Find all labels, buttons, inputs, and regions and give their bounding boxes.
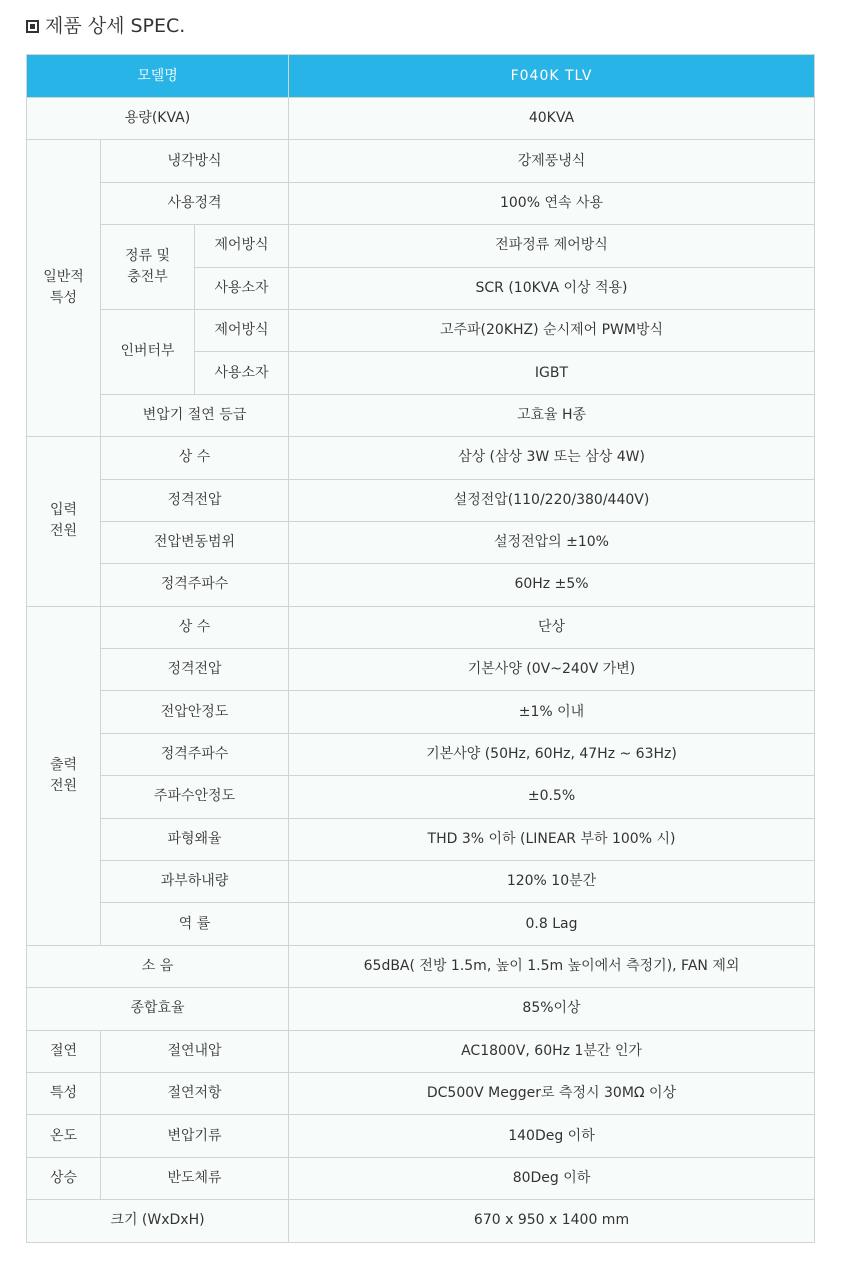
table-row (27, 649, 815, 691)
subgroup-label-rectifier (101, 225, 195, 310)
row-label: 절연저항 (101, 1072, 289, 1114)
row-value: 120% 10분간 (289, 861, 815, 903)
row-value: 40KVA (289, 98, 815, 140)
row-value: 100% 연속 사용 (289, 182, 815, 224)
row-value: THD 3% 이하 (LINEAR 부하 100% 시) (289, 818, 815, 860)
row-label: 소 음 (27, 945, 289, 987)
row-label: 상 수 (101, 606, 289, 648)
row-value: 85%이상 (289, 988, 815, 1030)
row-value: 단상 (289, 606, 815, 648)
table-row (27, 1200, 815, 1242)
table-header-row (27, 55, 815, 98)
group-label: 온도 (27, 1115, 101, 1157)
row-label: 변압기류 (101, 1115, 289, 1157)
table-row (27, 479, 815, 521)
table-row (27, 394, 815, 436)
row-label: 상 수 (101, 437, 289, 479)
table-row (27, 606, 815, 648)
row-label: 정격전압 (101, 649, 289, 691)
row-value: 140Deg 이하 (289, 1115, 815, 1157)
table-row (27, 818, 815, 860)
subgroup-label-inverter: 인버터부 (101, 309, 195, 394)
row-value: 0.8 Lag (289, 903, 815, 945)
row-value: 고효율 H종 (289, 394, 815, 436)
row-label: 전압안정도 (101, 691, 289, 733)
row-label: 과부하내량 (101, 861, 289, 903)
table-row (27, 140, 815, 182)
table-row (27, 309, 815, 351)
row-label: 용량(KVA) (27, 98, 289, 140)
table-row (27, 988, 815, 1030)
spec-table (26, 54, 815, 1243)
row-value: 80Deg 이하 (289, 1157, 815, 1199)
table-row (27, 903, 815, 945)
group-label-input (27, 437, 101, 607)
row-label: 크기 (WxDxH) (27, 1200, 289, 1242)
row-value: IGBT (289, 352, 815, 394)
row-label: 사용소자 (195, 267, 289, 309)
row-value: 강제풍냉식 (289, 140, 815, 182)
row-value: 670 x 950 x 1400 mm (289, 1200, 815, 1242)
table-row (27, 1072, 815, 1114)
section-heading-text: 제품 상세 SPEC. (45, 15, 186, 37)
group-label: 특성 (27, 1072, 101, 1114)
table-row (27, 564, 815, 606)
table-row (27, 776, 815, 818)
row-label: 종합효율 (27, 988, 289, 1030)
row-value: 기본사양 (0V~240V 가변) (289, 649, 815, 691)
row-value: ±0.5% (289, 776, 815, 818)
table-row (27, 861, 815, 903)
model-value: F040K TLV (289, 55, 815, 98)
row-value: 전파정류 제어방식 (289, 225, 815, 267)
row-value: AC1800V, 60Hz 1분간 인가 (289, 1030, 815, 1072)
table-row (27, 945, 815, 987)
table-row (27, 1115, 815, 1157)
group-label: 상승 (27, 1157, 101, 1199)
row-label: 사용소자 (195, 352, 289, 394)
row-value: SCR (10KVA 이상 적용) (289, 267, 815, 309)
group-label-text: 출력 전원 (49, 756, 78, 794)
square-bullet-icon (26, 20, 39, 33)
table-row (27, 182, 815, 224)
row-value: 60Hz ±5% (289, 564, 815, 606)
table-row (27, 98, 815, 140)
group-label-output (27, 606, 101, 945)
table-row (27, 733, 815, 775)
row-label: 냉각방식 (101, 140, 289, 182)
row-label: 역 률 (101, 903, 289, 945)
group-label: 절연 (27, 1030, 101, 1072)
table-row (27, 1157, 815, 1199)
row-value: DC500V Megger로 측정시 30MΩ 이상 (289, 1072, 815, 1114)
row-value: 설정전압의 ±10% (289, 521, 815, 563)
row-label: 전압변동범위 (101, 521, 289, 563)
row-label: 파형왜율 (101, 818, 289, 860)
row-label: 주파수안정도 (101, 776, 289, 818)
row-value: 65dBA( 전방 1.5m, 높이 1.5m 높이에서 측정기), FAN 제외 (289, 945, 815, 987)
row-label: 정격주파수 (101, 564, 289, 606)
subgroup-label-text: 정류 및 충전부 (124, 248, 171, 286)
table-row (27, 691, 815, 733)
row-label: 반도체류 (101, 1157, 289, 1199)
row-value: 고주파(20KHZ) 순시제어 PWM방식 (289, 309, 815, 351)
row-value: 삼상 (삼상 3W 또는 삼상 4W) (289, 437, 815, 479)
table-row (27, 225, 815, 267)
row-label: 제어방식 (195, 309, 289, 351)
table-row (27, 521, 815, 563)
row-label: 제어방식 (195, 225, 289, 267)
row-label: 변압기 절연 등급 (101, 394, 289, 436)
section-heading (26, 11, 185, 38)
group-label-general (27, 140, 101, 437)
row-label: 절연내압 (101, 1030, 289, 1072)
table-row (27, 1030, 815, 1072)
row-value: 설정전압(110/220/380/440V) (289, 479, 815, 521)
row-label: 정격전압 (101, 479, 289, 521)
group-label-text: 일반적 특성 (43, 269, 84, 307)
model-label: 모델명 (27, 55, 289, 98)
table-row (27, 437, 815, 479)
row-label: 사용정격 (101, 182, 289, 224)
row-label: 정격주파수 (101, 733, 289, 775)
row-value: 기본사양 (50Hz, 60Hz, 47Hz ~ 63Hz) (289, 733, 815, 775)
group-label-text: 입력 전원 (49, 502, 78, 540)
row-value: ±1% 이내 (289, 691, 815, 733)
